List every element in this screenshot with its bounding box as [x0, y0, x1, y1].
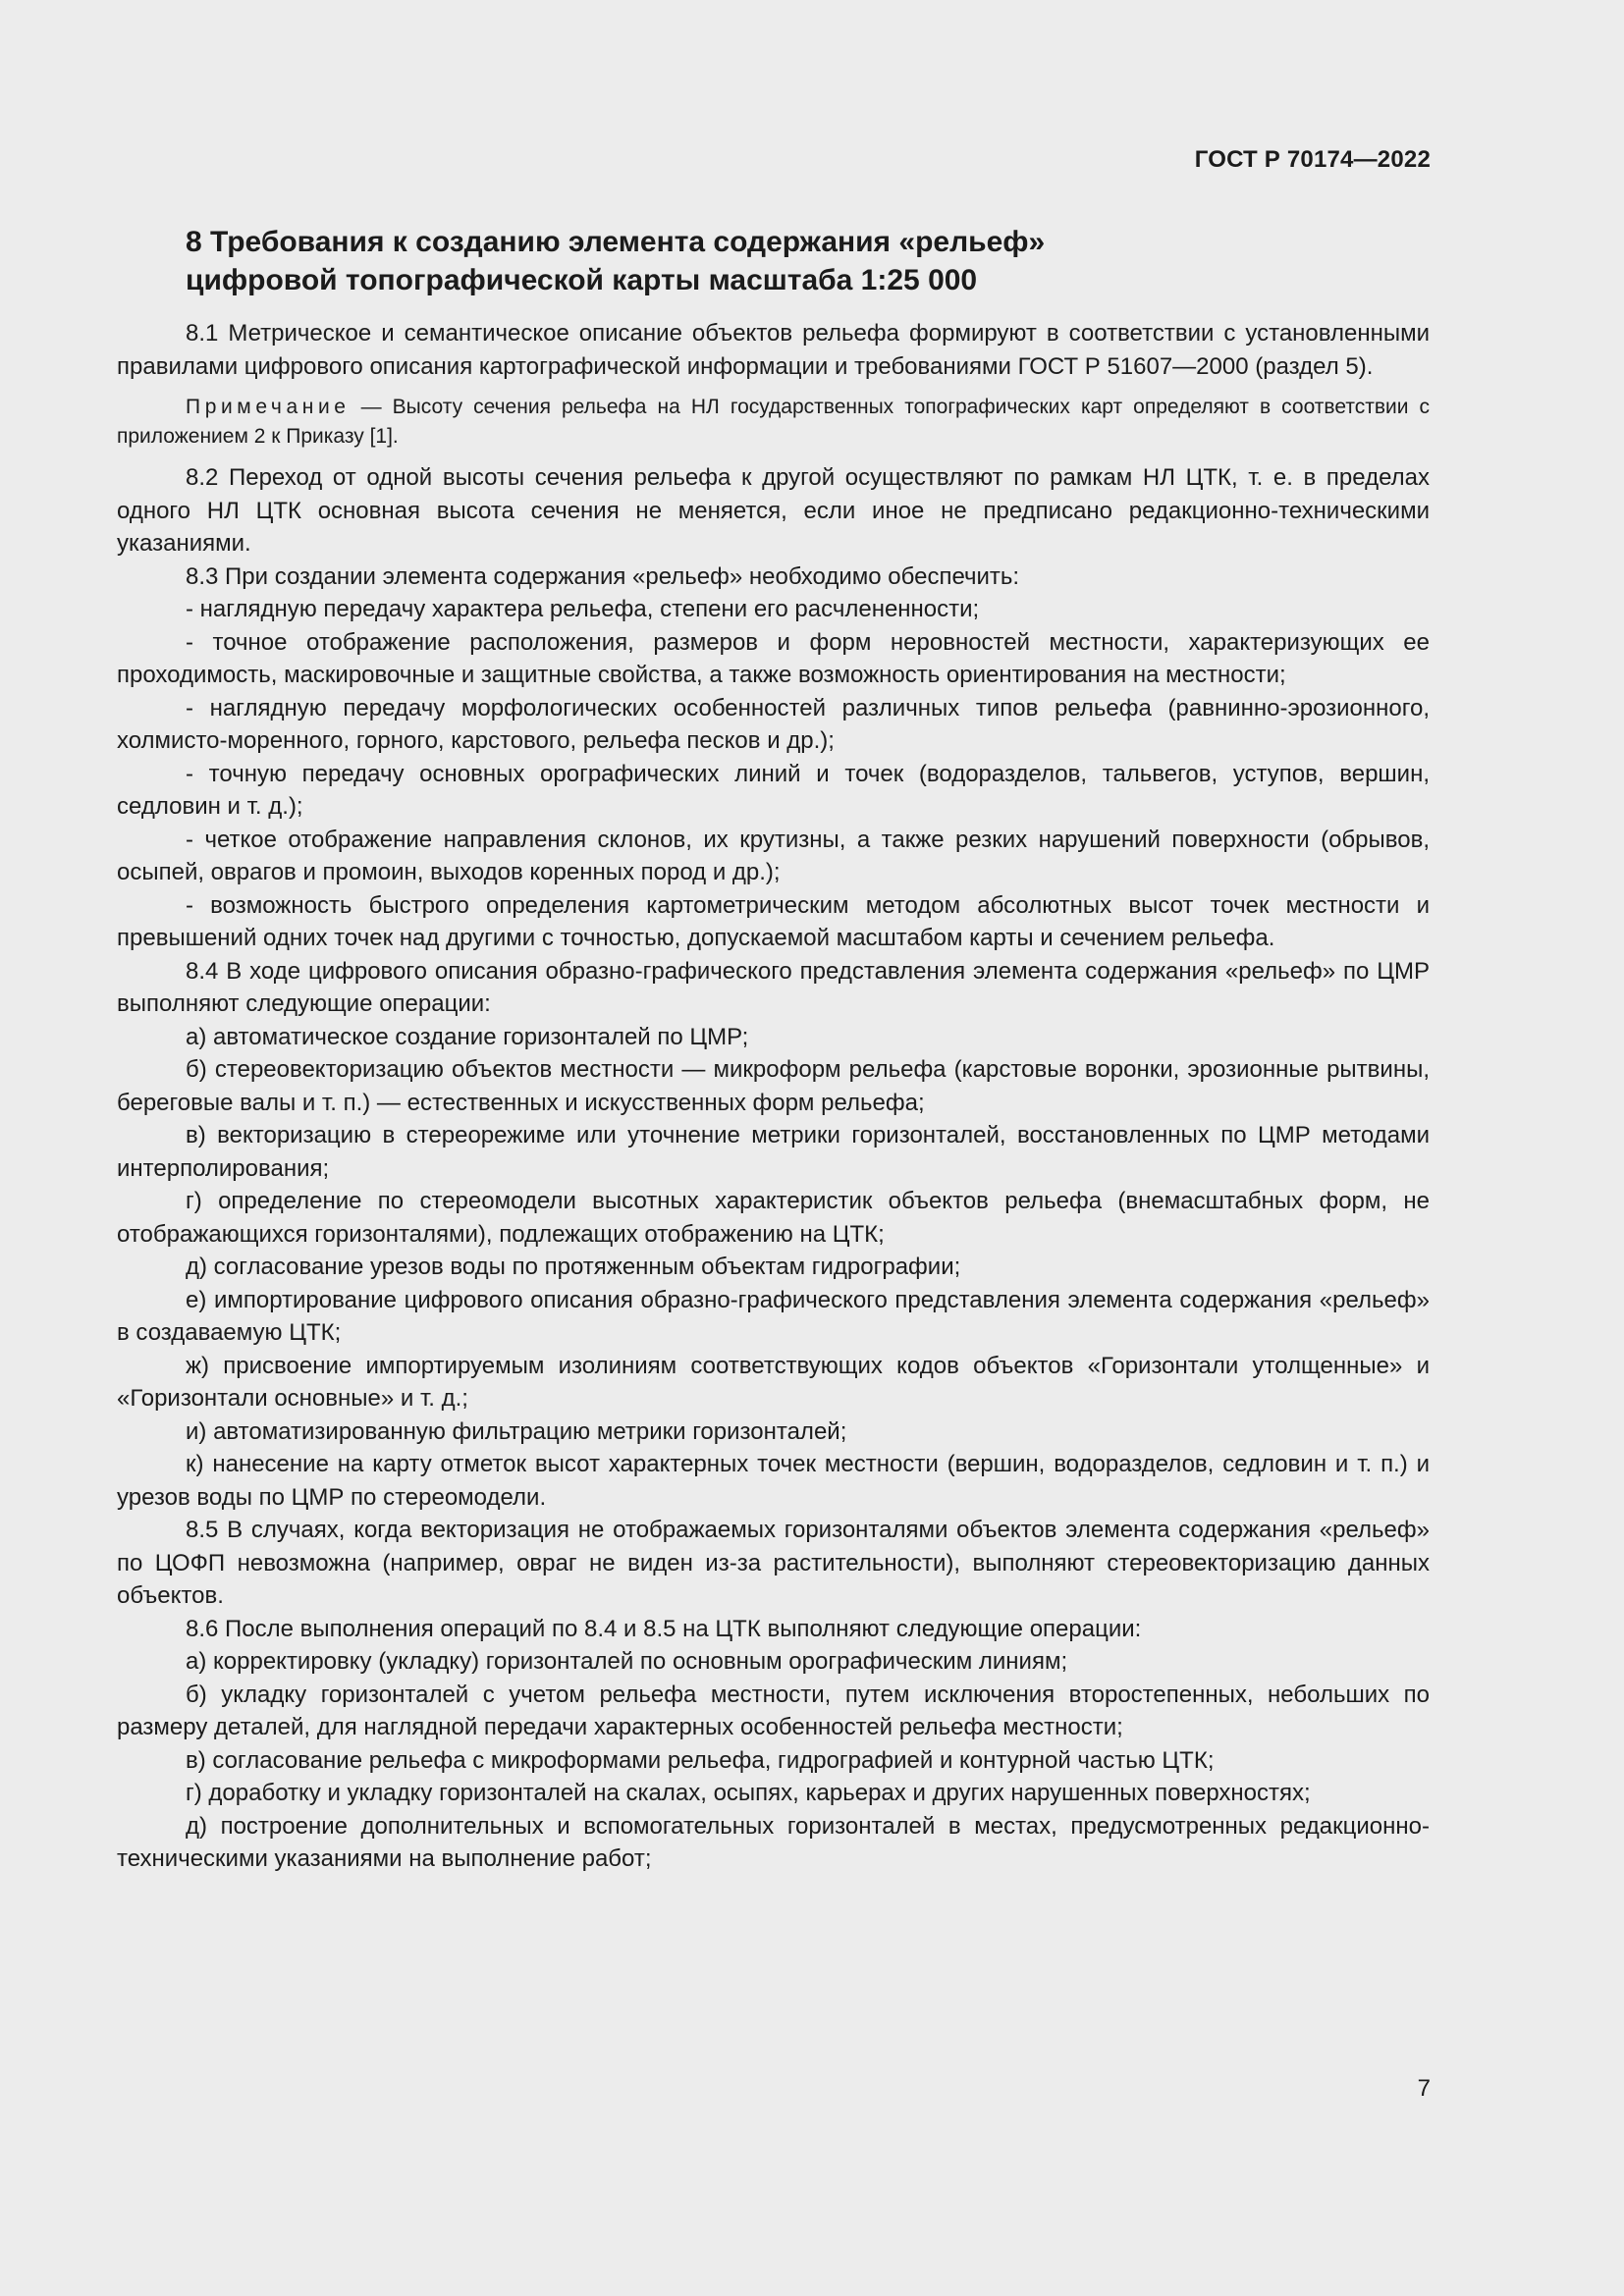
section-title-line-1: 8 Требования к созданию элемента содержания «рельеф» — [186, 226, 1046, 258]
after-operation-item-g: г) доработку и укладку горизонталей на скалах, осыпях, карьерах и других нарушенных поверхностях; — [186, 1780, 1311, 1806]
operation-item-d: д) согласование урезов воды по протяженным объектам гидрографии; — [186, 1254, 961, 1280]
paragraph-8-5: 8.5 В случаях, когда векторизация не отображаемых горизонталями объектов элемента содержания «рельеф» по ЦОФП невозможна (например, овраг не виден из-за растительности), выполняют стереовекторизацию данных объектов. — [117, 1517, 1430, 1609]
section-title — [186, 223, 1430, 299]
after-operation-item-a: а) корректировку (укладку) горизонталей по основным орографическим линиям; — [186, 1648, 1068, 1675]
requirement-item-5: - четкое отображение направления склонов, их крутизны, а также резких нарушений поверхности (обрывов, осыпей, оврагов и промоин, выходов коренных пород и др.); — [117, 826, 1430, 885]
section-title-line-2: цифровой топографической карты масштаба 1:25 000 — [186, 264, 978, 296]
paragraph-8-2: 8.2 Переход от одной высоты сечения рельефа к другой осуществляют по рамкам НЛ ЦТК, т. е. в пределах одного НЛ ЦТК основная высота сечения не меняется, если иное не предписано редакционно-техническими указаниями. — [117, 464, 1430, 557]
page-content — [117, 223, 1430, 1876]
note-text: — Высоту сечения рельефа на НЛ государственных топографических карт определяют в соответствии с приложением 2 к Приказу [1]. — [117, 396, 1430, 448]
operation-item-a: а) автоматическое создание горизонталей по ЦМР; — [186, 1023, 749, 1050]
paragraph-8-1: 8.1 Метрическое и семантическое описание объектов рельефа формируют в соответствии с установленными правилами цифрового описания картографической информации и требованиями ГОСТ Р 51607—2000 (раздел 5). — [117, 320, 1430, 380]
requirement-item-2: - точное отображение расположения, размеров и форм неровностей местности, характеризующих ее проходимость, маскировочные и защитные свойства, а также возможность ориентирования на местности; — [117, 628, 1430, 688]
after-operation-item-d: д) построение дополнительных и вспомогательных горизонталей в местах, предусмотренных редакционно-техническими указаниями на выполнение работ; — [117, 1812, 1430, 1872]
page-number: 7 — [1417, 2075, 1431, 2102]
operation-item-e: е) импортирование цифрового описания образно-графического представления элемента содержания «рельеф» в создаваемую ЦТК; — [117, 1286, 1430, 1346]
operation-item-i: и) автоматизированную фильтрацию метрики горизонталей; — [186, 1417, 847, 1445]
operation-item-b: б) стереовекторизацию объектов местности — микроформ рельефа (карстовые воронки, эрозионные рытвины, береговые валы и т. п.) — естественных и искусственных форм рельефа; — [117, 1056, 1430, 1116]
paragraph-8-3: 8.3 При создании элемента содержания «рельеф» необходимо обеспечить: — [186, 562, 1020, 590]
standard-code: ГОСТ Р 70174—2022 — [1194, 146, 1431, 173]
after-operation-item-v: в) согласование рельефа с микроформами рельефа, гидрографией и контурной частью ЦТК; — [186, 1746, 1215, 1774]
note-label: Примечание — [186, 396, 351, 418]
operation-item-k: к) нанесение на карту отметок высот характерных точек местности (вершин, водоразделов, седловин и т. п.) и урезов воды по ЦМР по стереомодели. — [117, 1451, 1430, 1511]
operation-item-v: в) векторизацию в стереорежиме или уточнение метрики горизонталей, восстановленных по ЦМР методами интерполирования; — [117, 1122, 1430, 1182]
operation-item-zh: ж) присвоение импортируемым изолиниям соответствующих кодов объектов «Горизонтали утолщенные» и «Горизонтали основные» и т. д.; — [117, 1352, 1430, 1412]
requirement-item-1: - наглядную передачу характера рельефа, степени его расчлененности; — [186, 596, 980, 622]
requirement-item-3: - наглядную передачу морфологических особенностей различных типов рельефа (равнинно-эрозионного, холмисто-моренного, горного, карстового, рельефа песков и др.); — [117, 694, 1430, 754]
operation-item-g: г) определение по стереомодели высотных характеристик объектов рельефа (внемасштабных форм, не отображающихся горизонталями), подлежащих отображению на ЦТК; — [117, 1188, 1430, 1248]
requirement-item-4: - точную передачу основных орографических линий и точек (водоразделов, тальвегов, уступов, вершин, седловин и т. д.); — [117, 760, 1430, 820]
after-operation-item-b: б) укладку горизонталей с учетом рельефа местности, путем исключения второстепенных, небольших по размеру деталей, для наглядной передачи характерных особенностей рельефа местности; — [117, 1681, 1430, 1740]
requirement-item-6: - возможность быстрого определения картометрическим методом абсолютных высот точек местности и превышений одних точек над другими с точностью, допускаемой масштабом карты и сечением рельефа. — [117, 891, 1430, 951]
paragraph-8-6: 8.6 После выполнения операций по 8.4 и 8.5 на ЦТК выполняют следующие операции: — [186, 1615, 1142, 1642]
note-paragraph — [117, 393, 1430, 452]
paragraph-8-4: 8.4 В ходе цифрового описания образно-графического представления элемента содержания «рельеф» по ЦМР выполняют следующие операции: — [117, 957, 1430, 1017]
